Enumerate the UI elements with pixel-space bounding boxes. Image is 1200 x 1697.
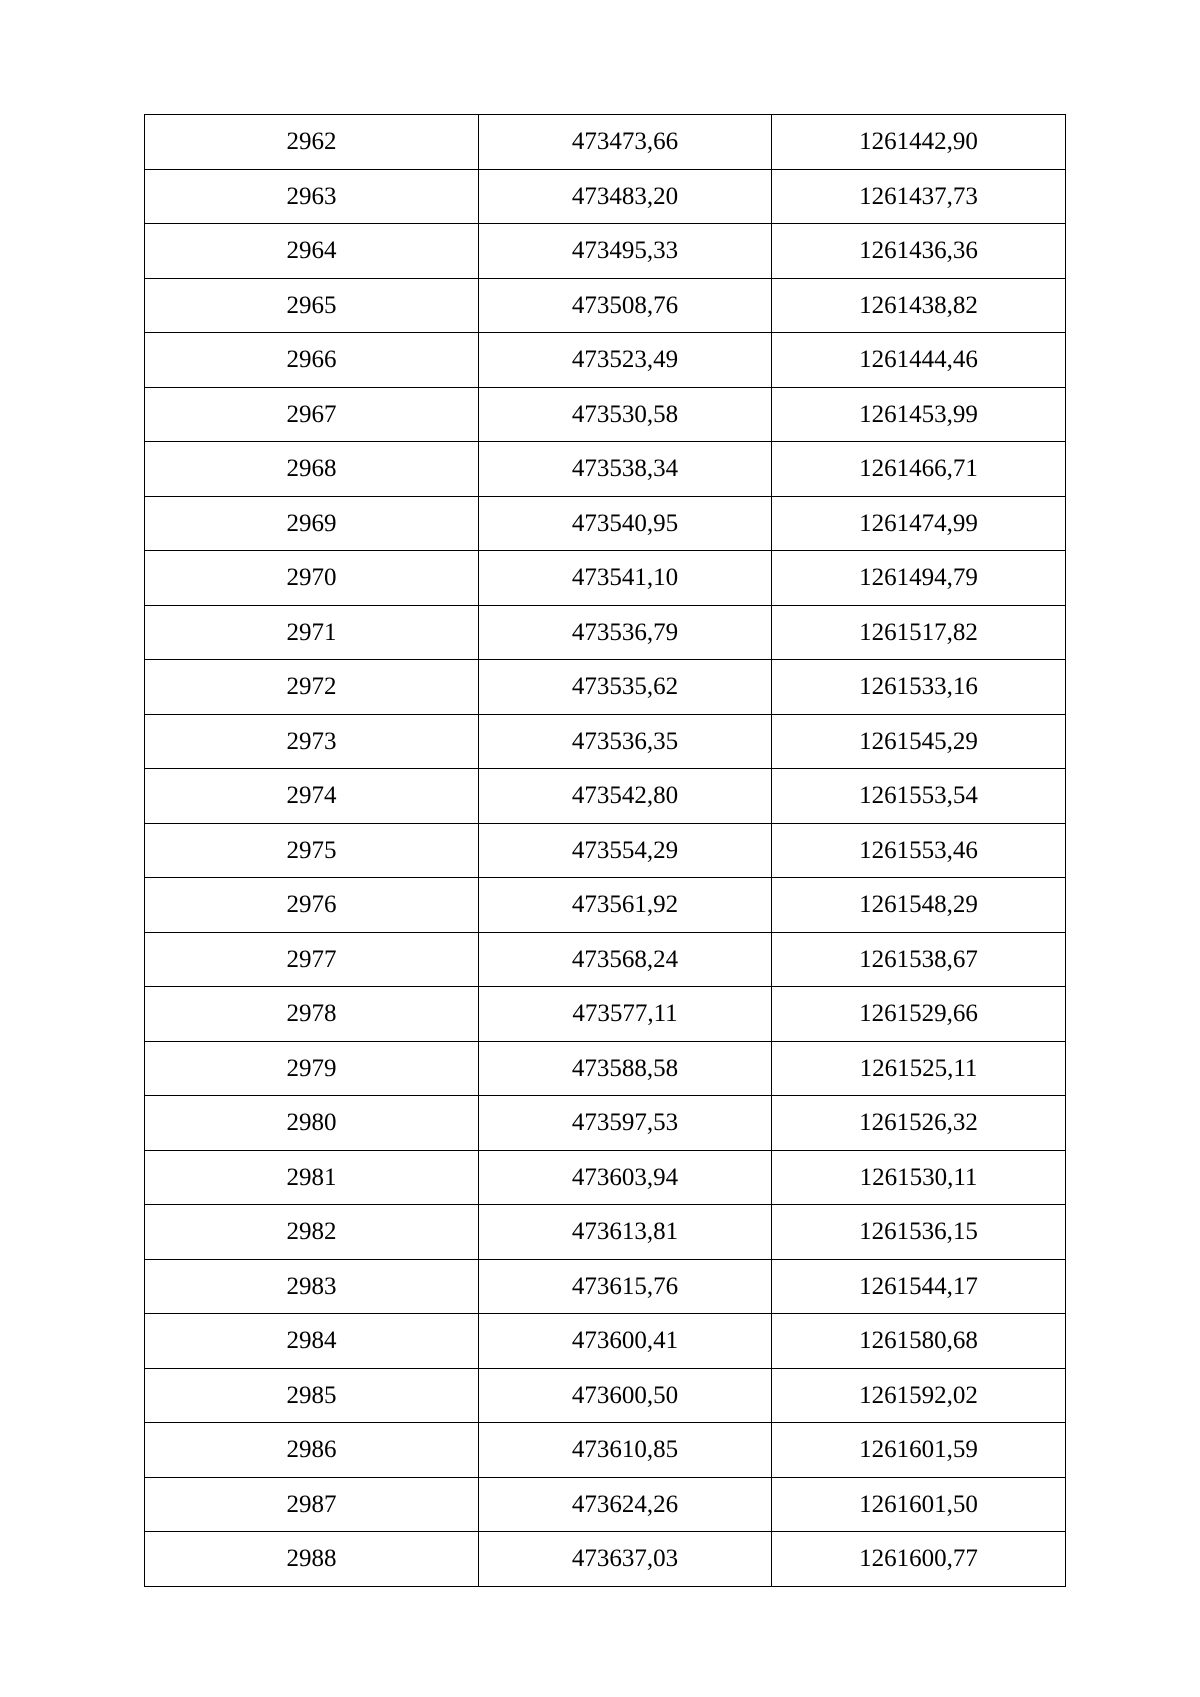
point-number-cell: 2982 [145, 1205, 479, 1260]
table-row [145, 387, 1066, 442]
x-coordinate-cell: 473603,94 [479, 1150, 772, 1205]
x-coordinate-cell: 473600,41 [479, 1314, 772, 1369]
y-coordinate-cell: 1261525,11 [772, 1041, 1066, 1096]
y-coordinate-cell: 1261536,15 [772, 1205, 1066, 1260]
y-coordinate-cell: 1261530,11 [772, 1150, 1066, 1205]
table-row [145, 278, 1066, 333]
point-number-cell: 2966 [145, 333, 479, 388]
point-number-cell: 2970 [145, 551, 479, 606]
table-row [145, 333, 1066, 388]
x-coordinate-cell: 473495,33 [479, 224, 772, 279]
table-row [145, 932, 1066, 987]
point-number-cell: 2977 [145, 932, 479, 987]
y-coordinate-cell: 1261517,82 [772, 605, 1066, 660]
x-coordinate-cell: 473624,26 [479, 1477, 772, 1532]
x-coordinate-cell: 473613,81 [479, 1205, 772, 1260]
point-number-cell: 2988 [145, 1532, 479, 1587]
point-number-cell: 2976 [145, 878, 479, 933]
table-row [145, 1096, 1066, 1151]
table-row [145, 496, 1066, 551]
x-coordinate-cell: 473538,34 [479, 442, 772, 497]
y-coordinate-cell: 1261553,46 [772, 823, 1066, 878]
y-coordinate-cell: 1261466,71 [772, 442, 1066, 497]
y-coordinate-cell: 1261442,90 [772, 115, 1066, 170]
point-number-cell: 2980 [145, 1096, 479, 1151]
y-coordinate-cell: 1261601,50 [772, 1477, 1066, 1532]
point-number-cell: 2973 [145, 714, 479, 769]
x-coordinate-cell: 473615,76 [479, 1259, 772, 1314]
x-coordinate-cell: 473637,03 [479, 1532, 772, 1587]
table-row [145, 1368, 1066, 1423]
point-number-cell: 2975 [145, 823, 479, 878]
table-row [145, 115, 1066, 170]
y-coordinate-cell: 1261545,29 [772, 714, 1066, 769]
y-coordinate-cell: 1261580,68 [772, 1314, 1066, 1369]
x-coordinate-cell: 473536,35 [479, 714, 772, 769]
x-coordinate-cell: 473561,92 [479, 878, 772, 933]
point-number-cell: 2987 [145, 1477, 479, 1532]
x-coordinate-cell: 473540,95 [479, 496, 772, 551]
table-row [145, 660, 1066, 715]
x-coordinate-cell: 473473,66 [479, 115, 772, 170]
point-number-cell: 2968 [145, 442, 479, 497]
x-coordinate-cell: 473542,80 [479, 769, 772, 824]
table-row [145, 1423, 1066, 1478]
y-coordinate-cell: 1261600,77 [772, 1532, 1066, 1587]
x-coordinate-cell: 473541,10 [479, 551, 772, 606]
table-row [145, 1532, 1066, 1587]
x-coordinate-cell: 473483,20 [479, 169, 772, 224]
point-number-cell: 2972 [145, 660, 479, 715]
table-row [145, 1041, 1066, 1096]
y-coordinate-cell: 1261436,36 [772, 224, 1066, 279]
point-number-cell: 2963 [145, 169, 479, 224]
table-row [145, 605, 1066, 660]
table-row [145, 1259, 1066, 1314]
table-row [145, 1314, 1066, 1369]
y-coordinate-cell: 1261444,46 [772, 333, 1066, 388]
table-row [145, 878, 1066, 933]
y-coordinate-cell: 1261526,32 [772, 1096, 1066, 1151]
y-coordinate-cell: 1261538,67 [772, 932, 1066, 987]
table-row [145, 551, 1066, 606]
point-number-cell: 2969 [145, 496, 479, 551]
x-coordinate-cell: 473588,58 [479, 1041, 772, 1096]
table-row [145, 987, 1066, 1042]
x-coordinate-cell: 473597,53 [479, 1096, 772, 1151]
point-number-cell: 2971 [145, 605, 479, 660]
coordinates-table-body [145, 115, 1066, 1587]
point-number-cell: 2967 [145, 387, 479, 442]
y-coordinate-cell: 1261438,82 [772, 278, 1066, 333]
table-row [145, 823, 1066, 878]
x-coordinate-cell: 473523,49 [479, 333, 772, 388]
y-coordinate-cell: 1261494,79 [772, 551, 1066, 606]
table-row [145, 1205, 1066, 1260]
table-row [145, 169, 1066, 224]
table-row [145, 714, 1066, 769]
x-coordinate-cell: 473535,62 [479, 660, 772, 715]
x-coordinate-cell: 473536,79 [479, 605, 772, 660]
point-number-cell: 2964 [145, 224, 479, 279]
x-coordinate-cell: 473610,85 [479, 1423, 772, 1478]
point-number-cell: 2984 [145, 1314, 479, 1369]
x-coordinate-cell: 473577,11 [479, 987, 772, 1042]
y-coordinate-cell: 1261474,99 [772, 496, 1066, 551]
table-row [145, 224, 1066, 279]
point-number-cell: 2974 [145, 769, 479, 824]
point-number-cell: 2983 [145, 1259, 479, 1314]
table-row [145, 442, 1066, 497]
x-coordinate-cell: 473568,24 [479, 932, 772, 987]
x-coordinate-cell: 473530,58 [479, 387, 772, 442]
coordinates-table [144, 114, 1066, 1587]
point-number-cell: 2965 [145, 278, 479, 333]
y-coordinate-cell: 1261529,66 [772, 987, 1066, 1042]
y-coordinate-cell: 1261592,02 [772, 1368, 1066, 1423]
point-number-cell: 2986 [145, 1423, 479, 1478]
point-number-cell: 2981 [145, 1150, 479, 1205]
y-coordinate-cell: 1261553,54 [772, 769, 1066, 824]
y-coordinate-cell: 1261544,17 [772, 1259, 1066, 1314]
point-number-cell: 2979 [145, 1041, 479, 1096]
y-coordinate-cell: 1261601,59 [772, 1423, 1066, 1478]
y-coordinate-cell: 1261437,73 [772, 169, 1066, 224]
y-coordinate-cell: 1261533,16 [772, 660, 1066, 715]
point-number-cell: 2978 [145, 987, 479, 1042]
x-coordinate-cell: 473508,76 [479, 278, 772, 333]
point-number-cell: 2985 [145, 1368, 479, 1423]
table-row [145, 1150, 1066, 1205]
x-coordinate-cell: 473554,29 [479, 823, 772, 878]
point-number-cell: 2962 [145, 115, 479, 170]
x-coordinate-cell: 473600,50 [479, 1368, 772, 1423]
table-row [145, 1477, 1066, 1532]
table-row [145, 769, 1066, 824]
y-coordinate-cell: 1261453,99 [772, 387, 1066, 442]
y-coordinate-cell: 1261548,29 [772, 878, 1066, 933]
